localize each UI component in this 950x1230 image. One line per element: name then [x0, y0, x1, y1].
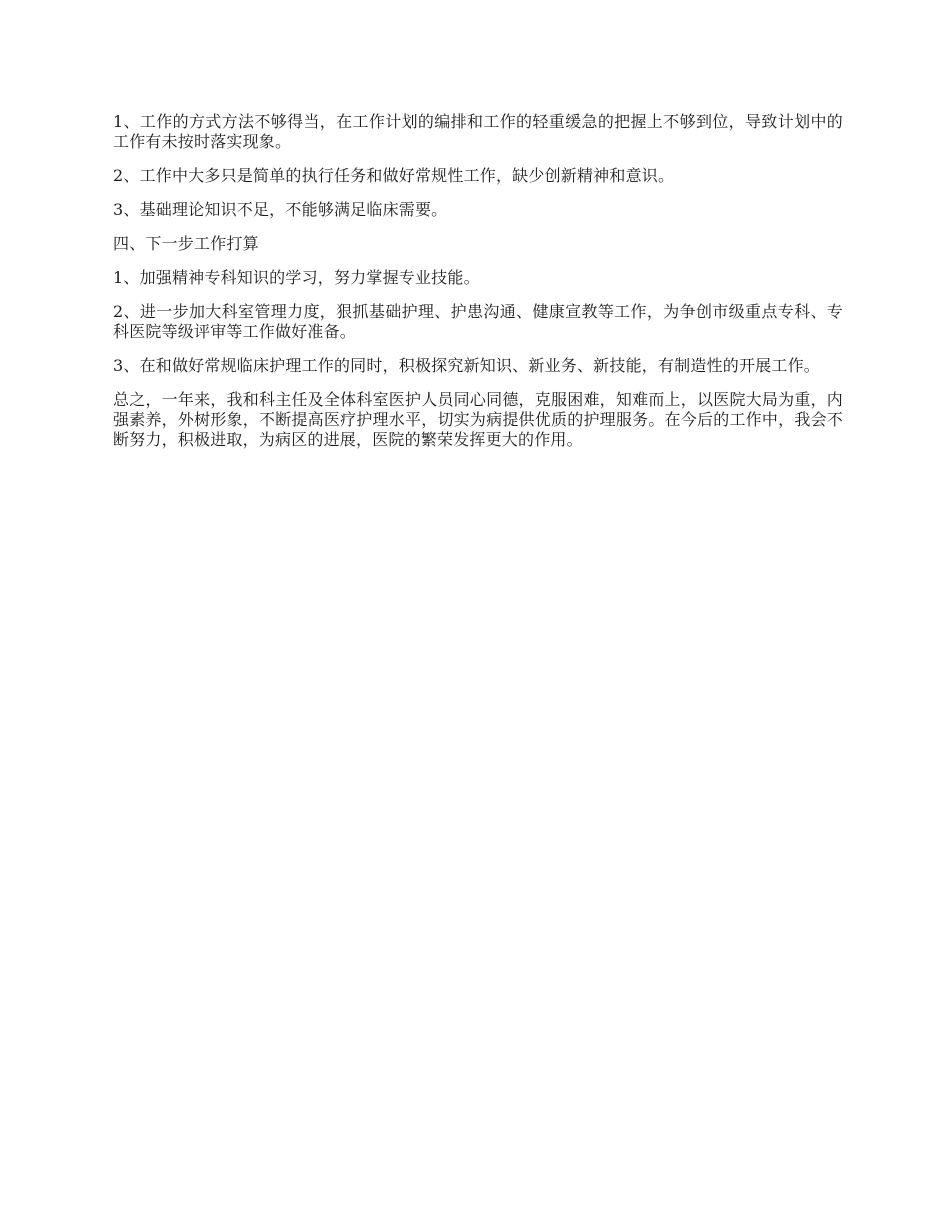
plan-item-3: 3、在和做好常规临床护理工作的同时，积极探究新知识、新业务、新技能，有制造性的开展工作。	[113, 356, 820, 375]
document-body	[113, 112, 843, 464]
plan-item-1: 1、加强精神专科知识的学习，努力掌握专业技能。	[113, 268, 480, 287]
issue-item-3: 3、基础理论知识不足，不能够满足临床需要。	[113, 200, 448, 219]
plan-item-2: 2、进一步加大科室管理力度，狠抓基础护理、护患沟通、健康宣教等工作，为争创市级重点专科、专科医院等级评审等工作做好准备。	[113, 302, 843, 341]
section-heading-next-steps: 四、下一步工作打算	[113, 234, 259, 253]
summary-paragraph: 总之，一年来，我和科主任及全体科室医护人员同心同德，克服困难，知难而上，以医院大局为重，内强素养，外树形象，不断提高医疗护理水平，切实为病提供优质的护理服务。在今后的工作中，我会不断努力，积极进取，为病区的进展，医院的繁荣发挥更大的作用。	[113, 390, 843, 449]
issue-item-1: 1、工作的方式方法不够得当，在工作计划的编排和工作的轻重缓急的把握上不够到位，导致计划中的工作有未按时落实现象。	[113, 112, 843, 151]
issue-item-2: 2、工作中大多只是简单的执行任务和做好常规性工作，缺少创新精神和意识。	[113, 166, 675, 185]
